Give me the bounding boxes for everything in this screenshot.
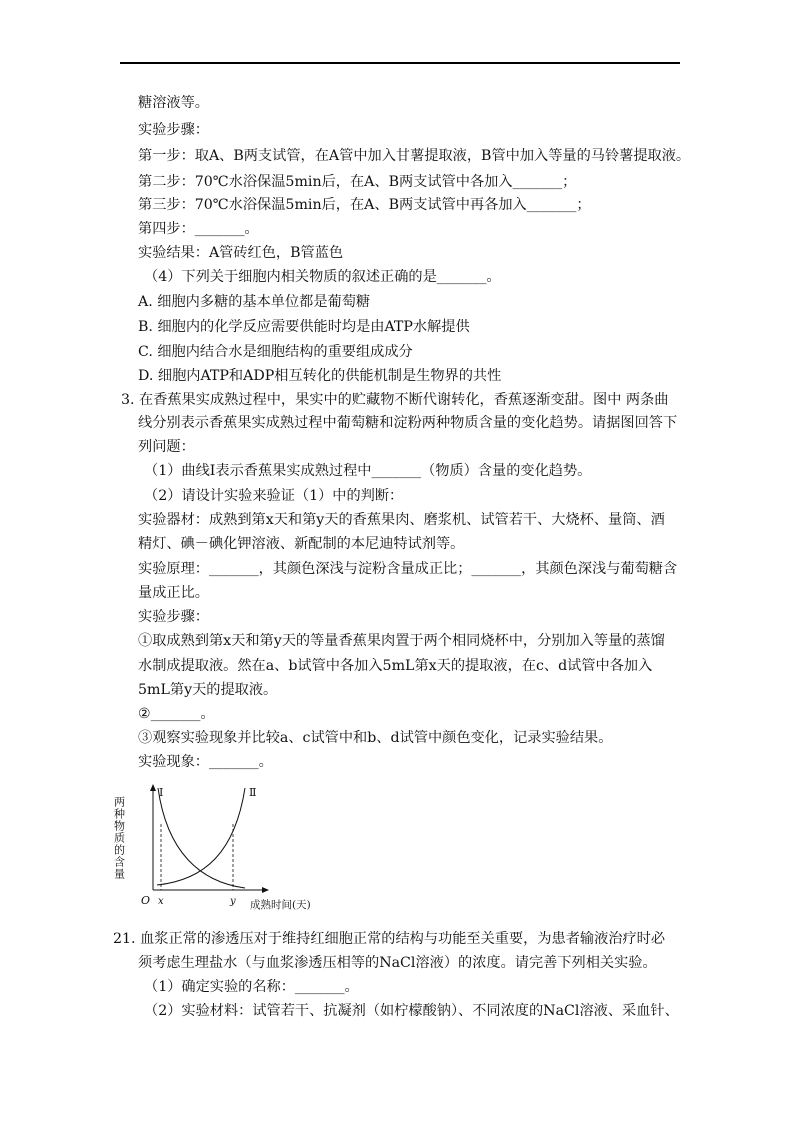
content-graph [112,782,330,917]
question-4: （4）下列关于细胞内相关物质的叙述正确的是_______。 [144,269,501,285]
text-line: 水制成提取液。然在a、b试管中各加入5mL第x天的提取液，在c、d试管中各加入 [138,658,653,674]
question-21: 21. 血浆正常的渗透压对于维持红细胞正常的结构与功能至关重要，为患者输液治疗时必 [113,931,666,947]
ylabel-text: 两种物质的含量 [112,796,126,880]
origin-label: O [141,894,151,907]
text-line: 实验结果：A管砖红色，B管蓝色 [138,245,344,261]
text-line: 实验原理：_______，其颜色深浅与淀粉含量成正比；_______，其颜色深浅与葡萄糖含 [138,561,678,577]
header-rule [120,62,680,64]
text-line: 线分别表示香蕉果实成熟过程中葡萄糖和淀粉两种物质含量的变化趋势。请据图回答下 [138,415,678,431]
text-line: 第一步：取A、B两支试管，在A管中加入甘薯提取液，B管中加入等量的马铃薯提取液。 [138,148,691,164]
text-line: 须考虑生理盐水（与血浆渗透压相等的NaCl溶液）的浓度。请完善下列相关实验。 [138,955,657,971]
text-line: 精灯、碘－碘化钾溶液、新配制的本尼迪特试剂等。 [138,536,465,552]
option-a: A. 细胞内多糖的基本单位都是葡萄糖 [138,294,371,310]
option-b: B. 细胞内的化学反应需要供能时均是由ATP水解提供 [138,319,470,335]
curve-1 [158,788,245,888]
text-line: 糖溶液等。 [138,95,209,111]
text-line: 实验器材：成熟到第x天和第y天的香蕉果肉、磨浆机、试管若干、大烧杯、量筒、酒 [138,512,665,528]
sub-question-1: （1）确定实验的名称：_______。 [144,979,359,995]
curve-1-label: Ⅰ [159,786,164,799]
text-line: 实验步骤： [138,122,209,138]
sub-question-1: （1）曲线Ⅰ表示香蕉果实成熟过程中_______（物质）含量的变化趋势。 [144,463,592,479]
y-axis-arrow [150,784,156,791]
text-line: 列问题： [138,439,195,455]
text-line: ③观察实验现象并比较a、c试管中和b、d试管中颜色变化，记录实验结果。 [138,730,613,746]
text-line: 第三步：70℃水浴保温5min后，在A、B两支试管中再各加入_______； [138,197,591,213]
text-line: ①取成熟到第x天和第y天的等量香蕉果肉置于两个相同烧杯中，分别加入等量的蒸馏 [138,633,665,649]
text-line: 第二步：70℃水浴保温5min后，在A、B两支试管中各加入_______； [138,174,577,190]
text-line: ②_______。 [138,706,215,722]
text-line: 第四步：_______。 [138,221,259,237]
curve-2-label: Ⅱ [249,786,257,799]
text-line: 量成正比。 [138,585,209,601]
xlabel-text: 成熟时间(天) [250,899,311,911]
tick-x-label: x [158,896,164,907]
option-d: D. 细胞内ATP和ADP相互转化的供能机制是生物界的共性 [138,368,502,384]
option-c: C. 细胞内结合水是细胞结构的重要组成成分 [138,344,413,360]
sub-question-2: （2）实验材料：试管若干、抗凝剂（如柠檬酸钠）、不同浓度的NaCl溶液、采血针、 [144,1003,679,1019]
question-3: 3. 在香蕉果实成熟过程中，果实中的贮藏物不断代谢转化，香蕉逐渐变甜。图中 两条曲 [121,392,669,408]
x-axis-arrow [262,887,269,893]
tick-y-label: y [230,896,236,907]
text-line: 5mL第y天的提取液。 [138,682,278,698]
text-line: 实验现象：_______。 [138,754,273,770]
curve-2 [157,788,245,885]
text-line: 实验步骤： [138,609,209,625]
sub-question-2: （2）请设计实验来验证（1）中的判断： [144,488,404,504]
